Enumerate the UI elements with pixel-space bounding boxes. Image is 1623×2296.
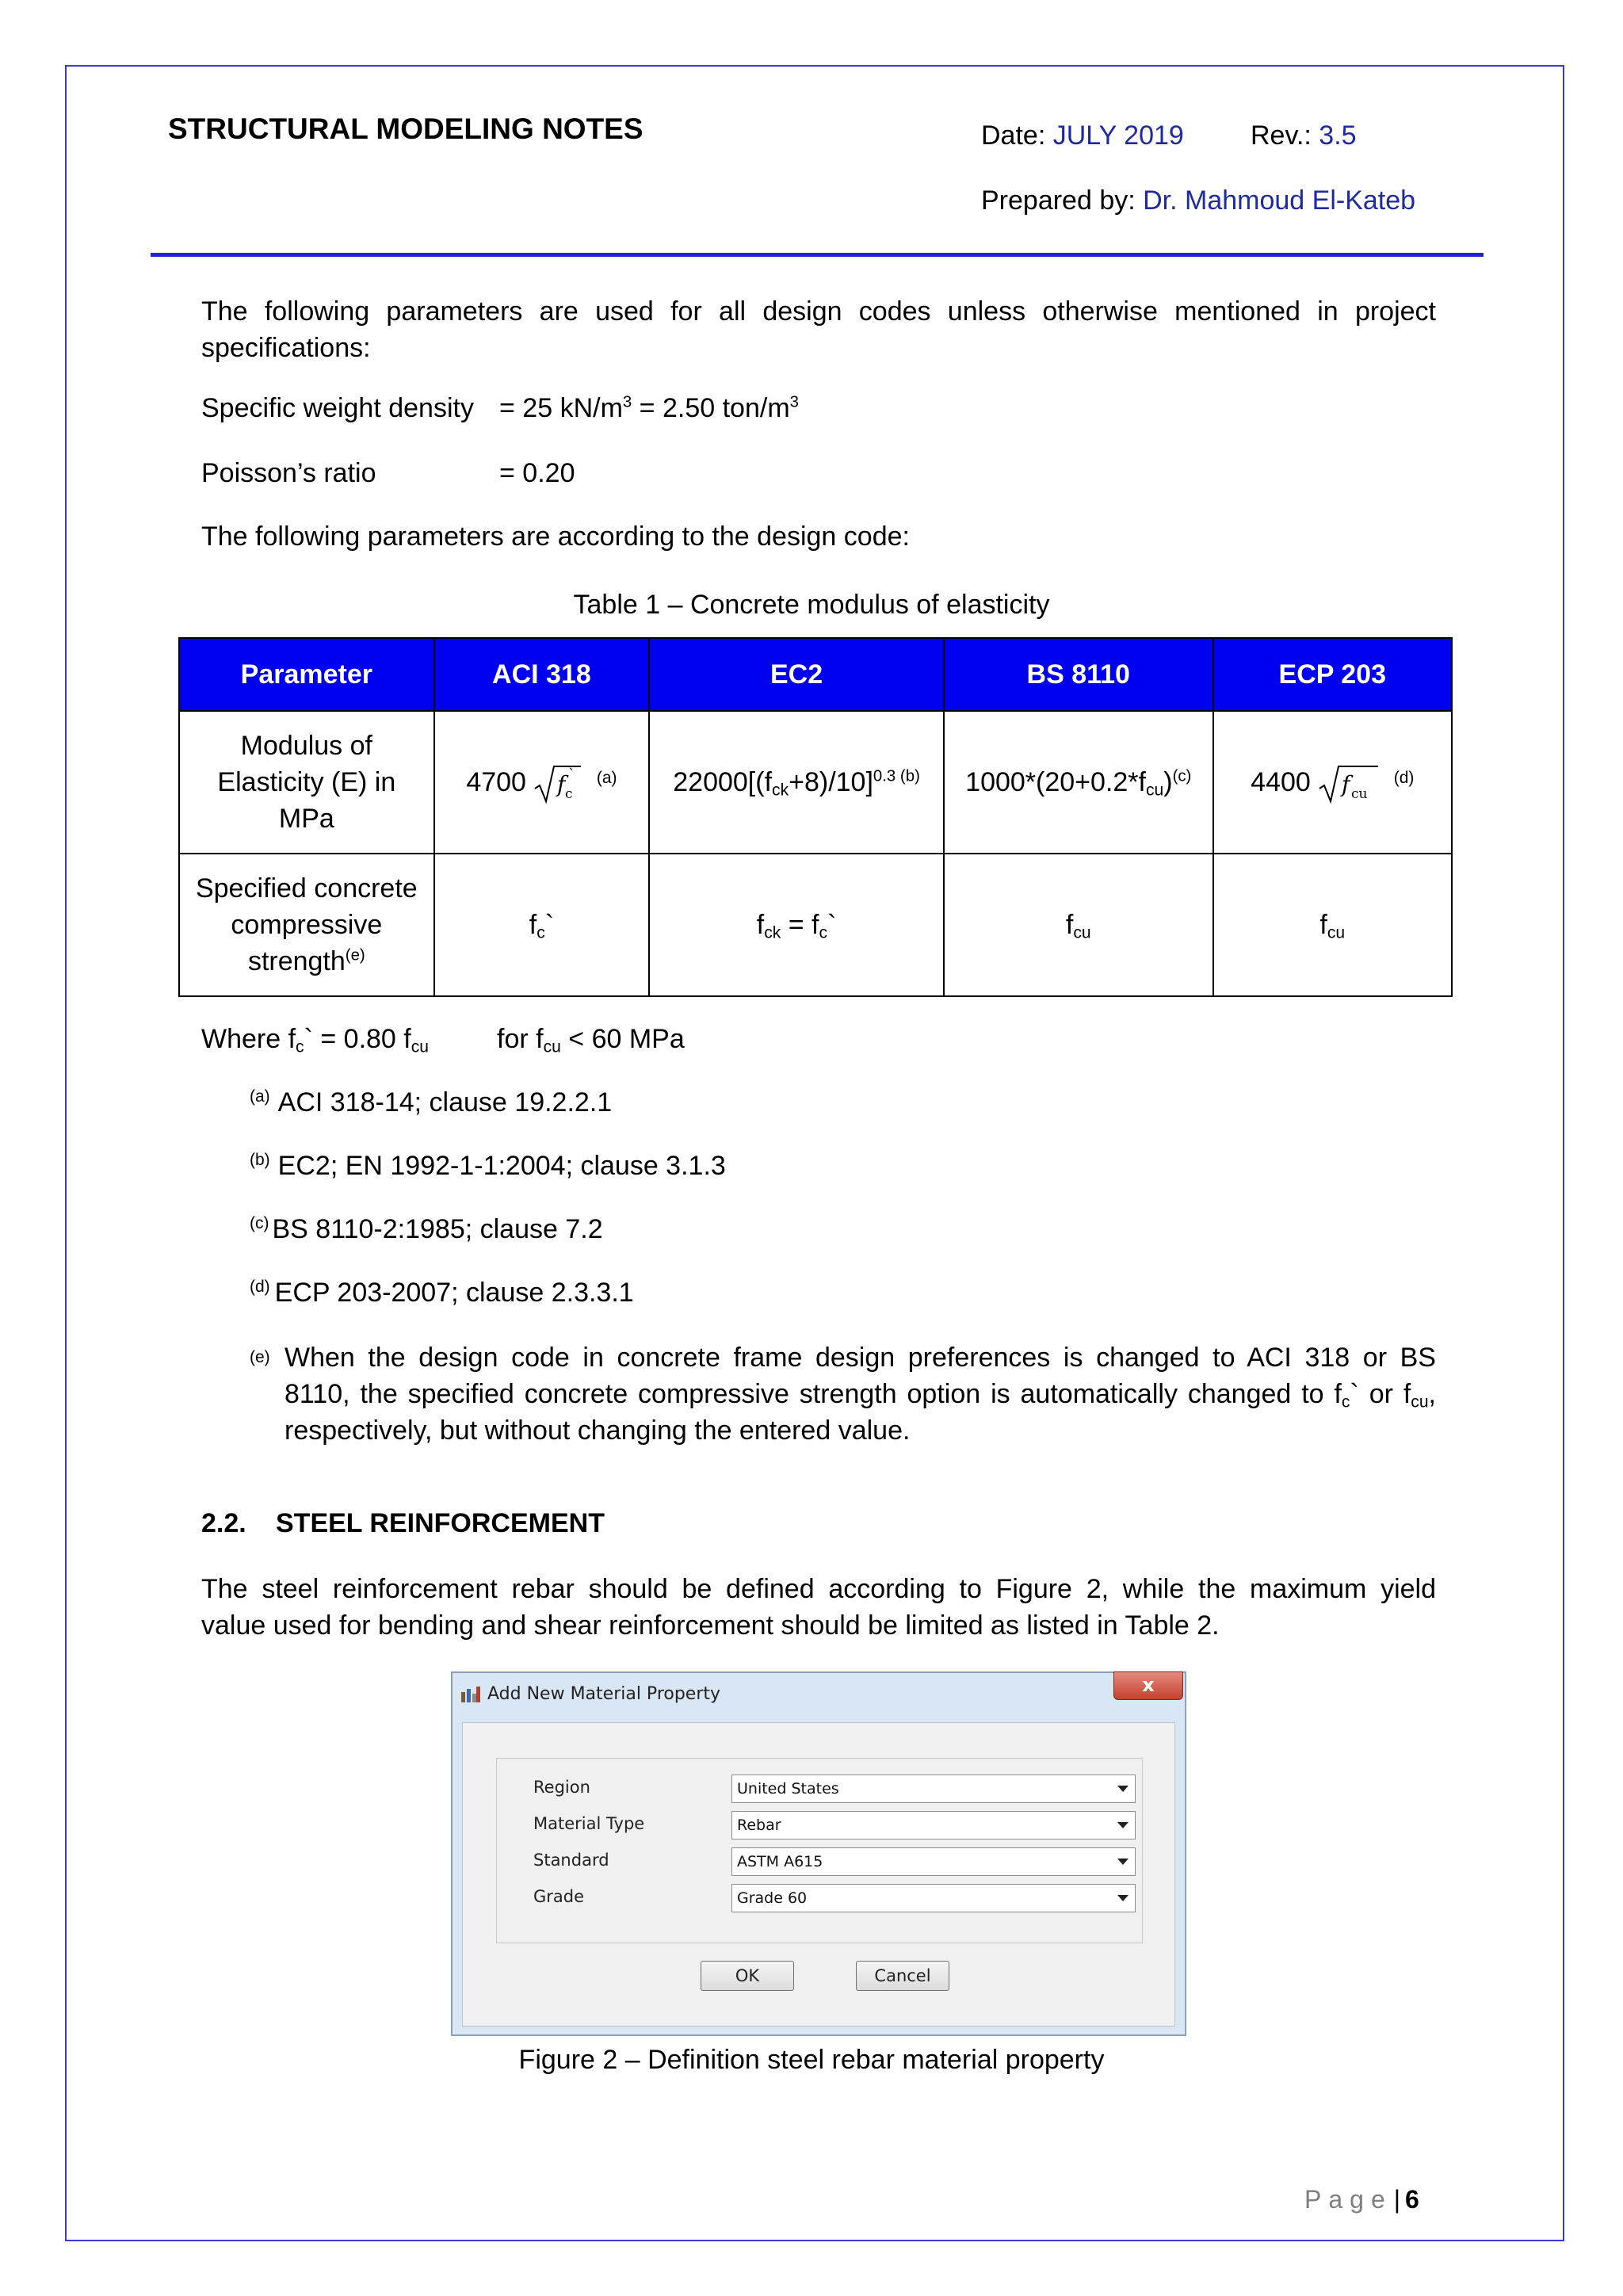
row1-aci — [434, 711, 650, 854]
svg-text:cu: cu — [1351, 786, 1368, 802]
header-prepared-by — [981, 185, 1415, 216]
svg-text:f: f — [1342, 771, 1350, 797]
footnote-e — [250, 1339, 1436, 1449]
date-label: Date: — [981, 120, 1053, 151]
ecp-f: f — [1319, 910, 1327, 940]
footnote-b-mark: (b) — [250, 1151, 270, 1169]
row2-label-l1: Specified concrete — [195, 873, 418, 904]
code-intro: The following parameters are according to the design code: — [201, 521, 910, 552]
section-heading — [201, 1508, 605, 1539]
prepared-label: Prepared by: — [981, 185, 1144, 216]
chevron-down-icon — [1117, 1895, 1128, 1901]
row1-ecp — [1213, 711, 1452, 854]
footnote-c-text: BS 8110-2:1985; clause 7.2 — [272, 1214, 603, 1244]
density-sup-1: 3 — [622, 393, 632, 411]
th-ec2: EC2 — [649, 638, 944, 711]
row1-label — [179, 711, 434, 854]
sqrt-fcu-formula — [1318, 763, 1380, 804]
density-value — [499, 393, 799, 424]
row2-label-l2: compressive — [231, 910, 383, 940]
material-type-select[interactable] — [731, 1811, 1136, 1839]
bs-f-sub: cu — [1073, 923, 1091, 942]
standard-label: Standard — [533, 1851, 609, 1870]
row1-bs — [944, 711, 1213, 854]
ok-button[interactable]: OK — [701, 1961, 794, 1991]
where-clause-b — [497, 1024, 685, 1055]
region-value: United States — [737, 1780, 839, 1797]
footnote-b-text: EC2; EN 1992-1-1:2004; clause 3.1.3 — [277, 1151, 726, 1181]
bs-formula-sub: cu — [1145, 781, 1164, 800]
row1-label-l1: Modulus of — [240, 731, 372, 761]
steel-line-1: The steel reinforcement rebar should be defined according to Figure 2, while the maximum yield — [201, 1574, 1436, 1604]
bs-f: f — [1065, 910, 1074, 940]
row1-label-l3: MPa — [278, 804, 334, 834]
aci-f-sub: c — [537, 923, 545, 942]
region-select[interactable] — [731, 1775, 1136, 1803]
where-a: Where f — [201, 1024, 296, 1054]
figure-2-caption: Figure 2 – Definition steel rebar material property — [518, 2045, 1105, 2075]
document-title: STRUCTURAL MODELING NOTES — [168, 113, 643, 145]
app-icon — [460, 1686, 481, 1703]
intro-line-2: specifications: — [201, 333, 371, 363]
date-value: JULY 2019 — [1052, 120, 1184, 151]
row2-bs — [944, 854, 1213, 996]
density-sup-2: 3 — [789, 393, 799, 411]
add-material-dialog — [451, 1671, 1186, 2036]
footnote-d-text: ECP 203-2007; clause 2.3.3.1 — [274, 1278, 634, 1308]
row2-label-l3: strength — [247, 946, 346, 976]
page-divider: | — [1393, 2185, 1401, 2214]
footnote-e-line-2 — [285, 1376, 1436, 1412]
cancel-button[interactable]: Cancel — [856, 1961, 949, 1991]
table-header-row — [179, 638, 1452, 711]
where-sub2: cu — [411, 1037, 429, 1056]
th-parameter: Parameter — [179, 638, 434, 711]
ec2-formula-sup: 0.3 (b) — [873, 767, 920, 785]
footnote-c-mark: (c) — [250, 1214, 269, 1232]
th-aci-318: ACI 318 — [434, 638, 650, 711]
row1-label-l2: Elasticity (E) in — [217, 767, 396, 797]
bs-formula-b: ) — [1163, 767, 1173, 797]
poisson-label: Poisson’s ratio — [201, 458, 376, 488]
table-1-caption: Table 1 – Concrete modulus of elasticity — [573, 590, 1050, 620]
rev-label: Rev.: — [1251, 120, 1319, 151]
aci-coef: 4700 — [466, 766, 526, 797]
standard-select[interactable] — [731, 1847, 1136, 1876]
prepared-value: Dr. Mahmoud El-Kateb — [1143, 185, 1416, 216]
region-label: Region — [533, 1778, 590, 1797]
where-sub3: cu — [543, 1037, 561, 1056]
aci-f: f — [529, 910, 537, 940]
bs-formula-a: 1000*(20+0.2*f — [965, 767, 1146, 797]
dialog-body — [462, 1722, 1175, 2027]
th-ecp-203: ECP 203 — [1213, 638, 1452, 711]
ec2-f-mid: = f — [781, 910, 819, 940]
footnote-e-l2b: ` or f — [1350, 1379, 1411, 1409]
row1-ec2 — [649, 711, 944, 854]
steel-line-2: value used for bending and shear reinforcement should be limited as listed in Table 2. — [201, 1610, 1220, 1641]
intro-paragraph — [201, 293, 1436, 366]
row2-label-sup: (e) — [345, 946, 365, 965]
footnote-e-l2sub2: cu — [1411, 1392, 1429, 1412]
footnote-e-l2sub1: c — [1341, 1392, 1350, 1412]
ec2-f-sub2: c — [819, 923, 828, 942]
ec2-formula-a: 22000[(f — [673, 767, 773, 797]
chevron-down-icon — [1117, 1786, 1128, 1792]
sqrt-fc-prime-formula — [533, 763, 582, 804]
footnote-e-mark: (e) — [250, 1348, 270, 1366]
material-options-group — [496, 1758, 1143, 1943]
density-value-b: = 2.50 ton/m — [632, 393, 790, 423]
footnote-e-l2c: , — [1428, 1379, 1436, 1409]
footnote-d — [250, 1278, 634, 1308]
ecp-footnote-mark: (d) — [1393, 768, 1415, 787]
chevron-down-icon — [1117, 1822, 1128, 1828]
steel-paragraph — [201, 1571, 1436, 1644]
footnote-a — [250, 1087, 612, 1118]
page-number — [1304, 2185, 1419, 2214]
ec2-formula-b: +8)/10] — [789, 767, 873, 797]
grade-value: Grade 60 — [737, 1889, 808, 1907]
intro-line-1: The following parameters are used for all design codes unless otherwise mentioned in project — [201, 296, 1436, 327]
where-clause-a — [201, 1024, 429, 1055]
ecp-f-sub: cu — [1327, 923, 1346, 942]
footnote-c — [250, 1214, 603, 1245]
header-revision — [1251, 120, 1357, 151]
material-type-value: Rebar — [737, 1817, 781, 1834]
table-1 — [178, 637, 1453, 997]
row2-ecp — [1213, 854, 1452, 996]
ec2-f: f — [756, 910, 765, 940]
close-button[interactable]: x — [1113, 1671, 1183, 1700]
page-label: Page — [1304, 2185, 1392, 2214]
where-d: < 60 MPa — [560, 1024, 685, 1054]
svg-text:c: c — [565, 786, 573, 802]
aci-footnote-mark: (a) — [596, 768, 617, 787]
section-title: STEEL REINFORCEMENT — [276, 1508, 605, 1538]
rev-value: 3.5 — [1319, 120, 1357, 151]
ecp-coef: 4400 — [1251, 766, 1311, 797]
grade-select[interactable] — [731, 1884, 1136, 1912]
footnote-b — [250, 1151, 726, 1182]
footnote-e-line-3: respectively, but without changing the entered value. — [285, 1415, 911, 1446]
ec2-formula-sub: ck — [772, 781, 789, 800]
poisson-value: = 0.20 — [499, 458, 575, 488]
ec2-f-sub: ck — [764, 923, 781, 942]
footnote-d-mark: (d) — [250, 1278, 270, 1296]
table-row — [179, 854, 1452, 996]
th-bs-8110: BS 8110 — [944, 638, 1213, 711]
dialog-title: Add New Material Property — [487, 1684, 721, 1704]
footnote-e-line-1: When the design code in concrete frame design preferences is changed to ACI 318 or BS — [285, 1343, 1436, 1373]
standard-value: ASTM A615 — [737, 1853, 823, 1870]
bs-formula-sup: (c) — [1172, 767, 1192, 785]
density-value-a: = 25 kN/m — [499, 393, 623, 423]
aci-f-tick: ` — [544, 910, 555, 940]
row2-aci — [434, 854, 650, 996]
footnote-a-text: ACI 318-14; clause 19.2.2.1 — [277, 1087, 613, 1117]
material-type-label: Material Type — [533, 1814, 645, 1833]
where-b: ` = 0.80 f — [304, 1024, 411, 1054]
density-label: Specific weight density — [201, 393, 474, 423]
svg-text:`: ` — [568, 766, 576, 783]
where-c: for f — [497, 1024, 544, 1054]
header-rule — [151, 253, 1484, 257]
section-number: 2.2. — [201, 1508, 246, 1538]
row2-label — [179, 854, 434, 996]
footnote-a-mark: (a) — [250, 1087, 270, 1106]
where-sub1: c — [296, 1037, 304, 1056]
page-number-value: 6 — [1405, 2185, 1419, 2214]
footnote-e-l2a: 8110, the specified concrete compressive strength option is automatically changed to f — [285, 1379, 1342, 1409]
row2-ec2 — [649, 854, 944, 996]
svg-text:f: f — [557, 771, 566, 797]
header-date — [981, 120, 1184, 151]
grade-label: Grade — [533, 1887, 585, 1906]
table-row — [179, 711, 1452, 854]
ec2-f-tick: ` — [827, 910, 837, 940]
chevron-down-icon — [1117, 1859, 1128, 1865]
